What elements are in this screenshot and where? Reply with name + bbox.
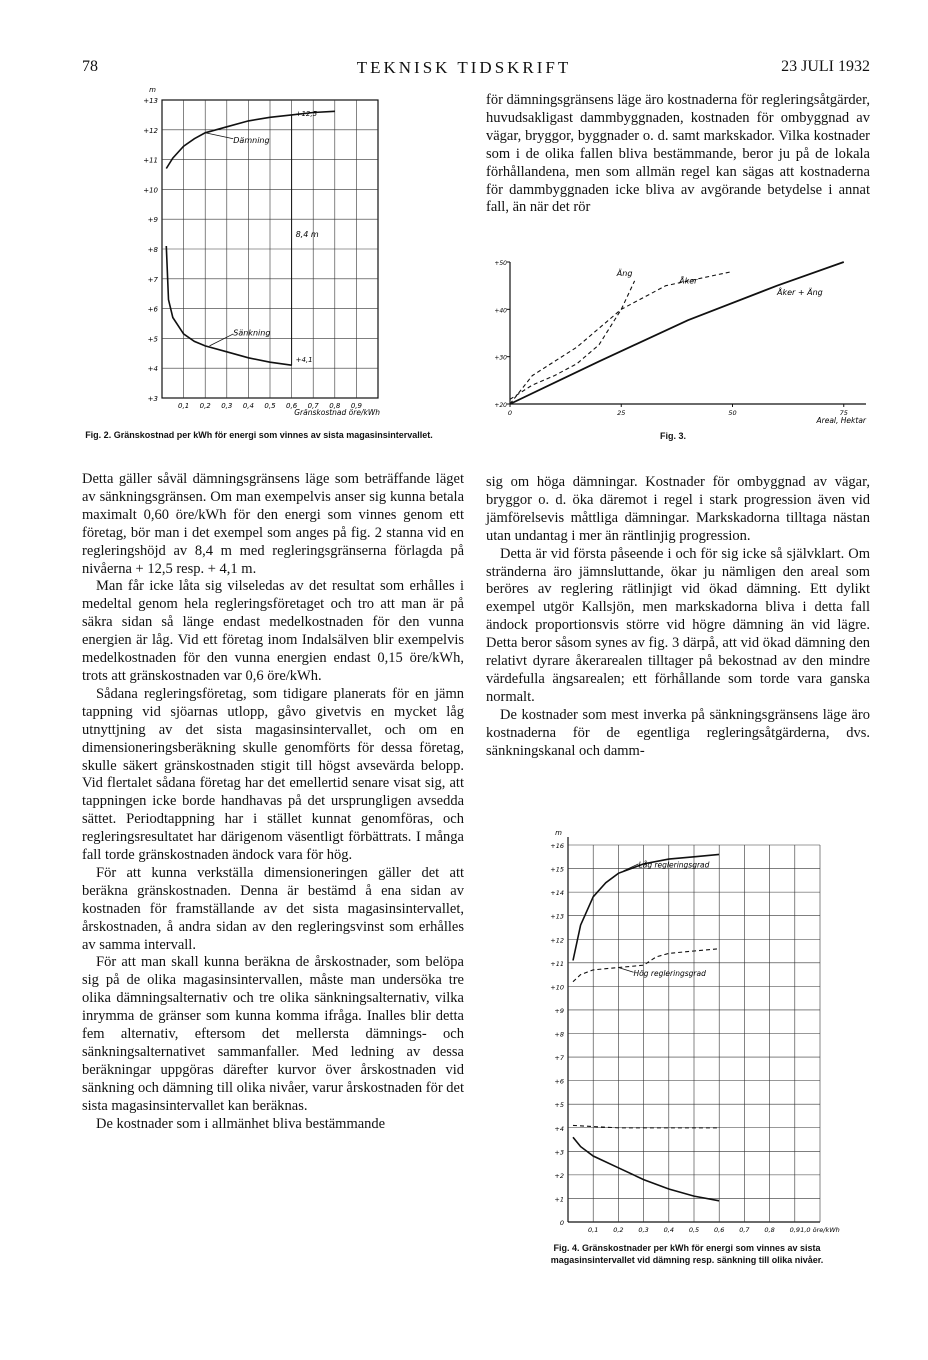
fig2-x-tick: 0,8 [329, 402, 341, 410]
fig2-x-label: Gränskostnad öre/kWh [294, 408, 380, 417]
fig2-x-tick: 0,4 [242, 402, 254, 410]
fig2-y-tick: +13 [143, 97, 158, 105]
fig4-x-tick: 0,8 [764, 1226, 775, 1234]
fig4-leader [618, 968, 633, 973]
fig4-y-tick: +7 [554, 1054, 564, 1063]
fig3-caption: Fig. 3. [659, 431, 686, 441]
fig2-y-tick: +12 [143, 126, 158, 135]
fig2-x-tick: 0,3 [221, 402, 233, 410]
fig3-label-ang: Äng [616, 269, 633, 279]
fig4-y-tick: +5 [554, 1101, 564, 1110]
fig3-y-tick: +50 [494, 260, 507, 267]
fig2-x-tick: 0,9 [350, 402, 362, 410]
fig2-y-tick: +7 [147, 275, 158, 284]
paragraph: sig om höga dämningar. Kostnader för ombyggnad av vägar, bryggor o. d. öka däremot i regel i stark progression även vid jämförelsevis måttliga dämningar. Markskadorna tilltaga nästan utan undantag i mer än räntlinjig progression. [486, 474, 870, 544]
fig3-x-tick: 50 [728, 409, 737, 417]
fig2-y-tick: +5 [147, 335, 158, 344]
fig4-label-high: Hög regleringsgrad [633, 968, 706, 978]
fig2-y-unit: m [149, 86, 156, 94]
paragraph: Sådana regleringsföretag, som tidigare planerats för en jämn tappning vid sjöarnas utlopp, gåvo givetvis en mycket låg utnyttjning av det sista magasinsintervallet, och om en dimensioneringsberäkning skulle genomförts för dessa företag, skulle säkert gränskostnaden stigit till högst avsevärda belopp. Vid flertalet sådana företag har det emellertid senare visat sig, att tappningen icke borde handhavas på det ursprungligen avsedda sättet. Periodtappning har i stället kunnat genomföras, och regleringsresultatet har därigenom väsentligt förbättrats. I många fall torde gränskostnaden ändock vara för hög. [82, 685, 464, 864]
issue-date: 23 JULI 1932 [781, 58, 870, 75]
fig4-x-tick: 1,0 öre/kWh [800, 1226, 840, 1234]
fig4-y-tick: +15 [550, 865, 564, 874]
fig3-x-tick: 75 [839, 409, 848, 417]
fig2-label-low: +4,1 [295, 356, 313, 365]
paragraph: för dämningsgränsens läge äro kostnaderna för regleringsåtgärder, huvudsakligast dammbyggnaden, kostnaden för ombyggnad av vägar, bryggor, byggnader o. d. samt markskador. Vilka kostnader som i de olika fallen bliva bestämmande, beror ju på de lokala förhållandena, men som allmän regel kan sägas att kostnaderna för dammbyggnaden icke bliva av avgörande betydelse i annat fall, än när det rör [486, 92, 870, 216]
fig4-y-tick: +14 [550, 889, 564, 898]
journal-title: TEKNISK TIDSKRIFT [356, 58, 572, 77]
fig3-label-sum: Åker + Äng [777, 288, 823, 298]
fig2-y-tick: +11 [143, 156, 158, 165]
fig4-x-tick: 0,7 [739, 1226, 750, 1234]
paragraph: För att man skall kunna beräkna de årskostnader, som belöpa sig på de olika magasinsintervallen, måste man undersöka tre olika dämningsalternativ och tre olika sänkningsalternativ, vilka inrymma de gränser som kunna komma ifråga. Inalles blir detta fem alternativ, eftersom det mellersta dämnings- och sänkningsalternativet sammanfaller. Med ledning av dessa beräkningar uppgöras därefter kurvor över årskostnaden vid sänkning och dämning till olika nivåer, varur årskostnaden för det sista magasinsintervallet kan beräknas. [82, 954, 464, 1114]
page-number: 78 [82, 58, 98, 75]
text-right-top [486, 92, 870, 217]
fig4-x-tick: 0,2 [613, 1226, 624, 1234]
fig2-y-tick: +10 [143, 186, 158, 195]
paragraph: Detta är vid första påseende i och för sig icke så självklart. Om stränderna äro jämnsluttande, ökar ju nämligen den areal som beröres av reglering rätlinjigt vid ökad dämning. Ett dylikt exempel utgör Kallsjön, men markskadorna bliva i detta fall ändock proportionsvis större vid högre dämning än vid lägre. Detta beror såsom synes av fig. 3 därpå, att vid ökad dämning den relativt dyrare åkerarealen tilltager på bekostnad av den mindre värdefulla ängsarealen; ett förhållande som torde vara ganska normalt. [486, 545, 870, 705]
fig3-label-aker: Åker [679, 276, 698, 286]
paragraph: För att kunna verkställa dimensioneringen gäller det att beräkna gränskostnaden. Denna är bestämd å ena sidan av kostnaden för framställande av det sista magasinsintervallet, årskostnaden, å andra sidan av den regleringsvinst som erhålles av samma intervall. [82, 864, 464, 953]
fig2-label-sankning: Sänkning [233, 328, 271, 338]
fig2-x-tick: 0,1 [178, 402, 190, 410]
fig4-x-tick: 0,4 [663, 1226, 674, 1234]
fig4-y-tick: +1 [554, 1195, 564, 1204]
paragraph: De kostnader som mest inverka på sänkningsgränsens läge äro kostnaderna för de egentliga regleringsåtgärderna, dvs. sänkningskanal och damm- [486, 706, 870, 759]
fig2-y-tick: +6 [147, 305, 158, 314]
fig4-y-tick: +4 [554, 1124, 564, 1133]
paragraph: De kostnader som i allmänhet bliva bestämmande [96, 1115, 386, 1132]
fig4-label-low: Låg regleringsgrad [638, 860, 710, 870]
fig3-y-tick: +20 [494, 402, 507, 409]
text-left-column [82, 471, 464, 1134]
fig4-series-low-dashed [573, 1125, 719, 1127]
fig4-y-tick: +10 [550, 983, 564, 992]
text-right-bottom [486, 474, 870, 761]
fig4-x-tick: 0,6 [714, 1226, 725, 1234]
fig4-y-tick: +2 [554, 1171, 564, 1180]
paragraph: Detta gäller såväl dämningsgränsens läge som beträffande läget av sänkningsgränsen. Om man exempelvis anser sig kunna betala maximalt 0,60 öre/kWh för den energi som vinnes genom ett företag, bör man i det exempel som anges på fig. 2 stanna vid en regleringshöjd av 8,4 m med regleringsgränserna förlagda på nivåerna + 12,5 resp. + 4,1 m. [82, 471, 464, 577]
fig4-y-tick: +13 [550, 912, 564, 921]
fig2-y-tick: +9 [147, 216, 158, 225]
fig4-series-low-solid [573, 1137, 719, 1201]
fig2-y-tick: +8 [147, 246, 158, 254]
fig4-y-tick: +16 [550, 842, 564, 850]
fig2-x-tick: 0,5 [264, 402, 276, 410]
fig4-x-tick: 0,5 [688, 1226, 700, 1234]
fig4-y-tick: +11 [550, 959, 564, 968]
paragraph: Man får icke låta sig vilseledas av det resultat som erhålles i medeltal genom hela regleringsföretaget och tro att man är på säkra sidan så länge endast medelkostnaden för den vunna energien är låg. Vid ett företag inom Indalsälven blir exempelvis medelkostnaden för den vunna energien endast 0,15 öre/kWh, trots att gränskostnaden var 0,6 öre/kWh. [82, 578, 464, 684]
fig2-x-tick: 0,6 [286, 402, 298, 410]
fig4-x-tick: 0,9 [789, 1226, 800, 1234]
fig4-y-tick: +9 [554, 1006, 564, 1015]
fig4-y-tick: +3 [554, 1148, 564, 1157]
fig2-label-top: +12,5 [295, 109, 318, 118]
fig2-y-tick: +3 [147, 395, 158, 403]
fig3-y-tick: +30 [494, 354, 507, 362]
fig4-y-tick: +6 [554, 1077, 564, 1086]
fig3-x-tick: 25 [617, 409, 626, 417]
fig3-x-label: Areal, Hektar [816, 416, 866, 425]
fig4-series-low [573, 854, 719, 960]
fig2-label-mid: 8,4 m [295, 230, 319, 240]
fig4-x-tick: 0,3 [638, 1226, 649, 1234]
fig4-caption: Fig. 4. Gränskostnader per kWh för energi som vinnes av sista magasinsintervallet vid dämning resp. sänkning till olika nivåer. [550, 1243, 824, 1265]
fig2-y-tick: +4 [147, 365, 158, 374]
fig4-y-tick: +12 [550, 936, 564, 945]
fig4-x-tick: 0,1 [588, 1226, 599, 1234]
fig4-y-unit: m [555, 829, 562, 837]
fig2-x-tick: 0,7 [307, 402, 319, 410]
fig3-y-tick: +40 [494, 307, 507, 315]
fig4-y-tick: +8 [554, 1030, 564, 1039]
fig4-y-tick: 0 [559, 1219, 564, 1227]
fig2-caption: Fig. 2. Gränskostnad per kWh för energi som vinnes av sista magasinsintervallet. [85, 430, 433, 440]
fig3-x-tick: 0 [507, 409, 513, 417]
fig2-label-damning: Dämning [233, 136, 270, 146]
fig2-x-tick: 0,2 [199, 402, 211, 410]
